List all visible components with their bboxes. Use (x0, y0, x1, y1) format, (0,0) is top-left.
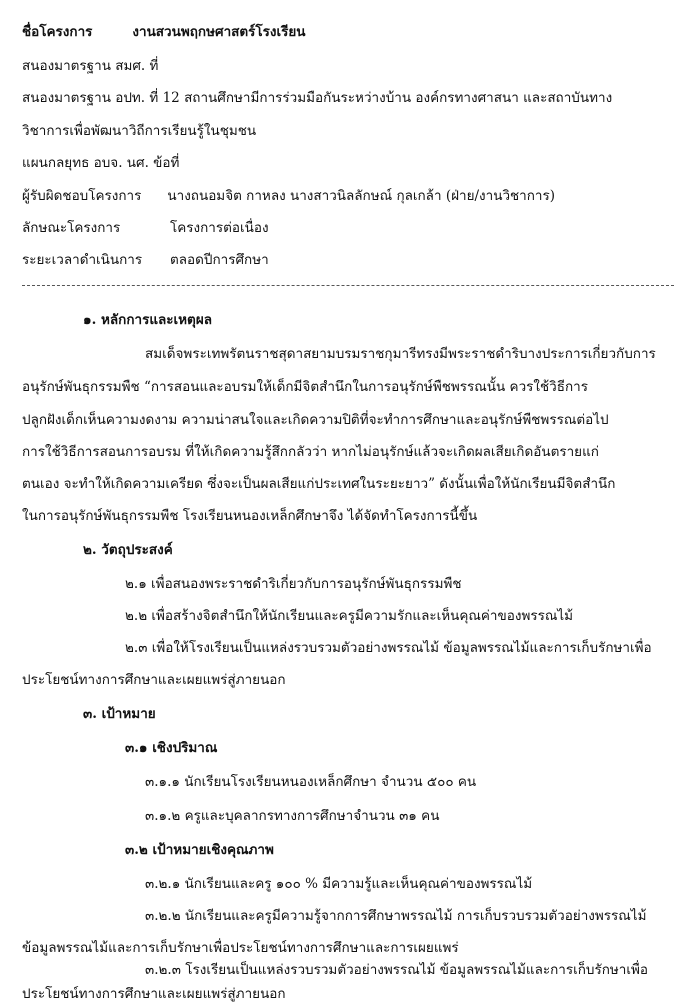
duration-value: ตลอดปีการศึกษา (170, 252, 269, 268)
standard-opt-row (22, 88, 612, 108)
quantity-item: ๓.๑.๒ ครูและบุคลากรทางการศึกษาจำนวน ๓๑ คน (145, 808, 440, 824)
standard-opt-label: สนองมาตรฐาน อปท. ที่ (22, 90, 159, 106)
section1-line: การใช้วิธีการสอนการอบรม ที่ให้เกิดความรู้สึกกลัวว่า หากไม่อนุรักษ์แล้วจะเกิดผลเสียเกิดอันตรายแก่ (22, 444, 599, 460)
section1-heading: ๑. หลักการและเหตุผล (83, 312, 213, 328)
section1-line: ปลูกฝังเด็กเห็นความงดงาม ความน่าสนใจและเกิดความปิติที่จะทำการศึกษาและอนุรักษ์พืชพรรณต่อไป (22, 412, 609, 428)
quality-item-cont: ข้อมูลพรรณไม้และการเก็บรักษาเพื่อประโยชน์ทางการศึกษาและการเผยแพร่ (22, 940, 459, 956)
duration-label: ระยะเวลาดำเนินการ (22, 252, 143, 268)
quality-item: ๓.๒.๒ นักเรียนและครูมีความรู้จากการศึกษาพรรณไม้ การเก็บรวบรวมตัวอย่างพรรณไม้ (145, 908, 647, 924)
objective-item-cont: ประโยชน์ทางการศึกษาและเผยแพร่สู่ภายนอก (22, 672, 286, 688)
objective-item: ๒.๓ เพื่อให้โรงเรียนเป็นแหล่งรวบรวมตัวอย่างพรรณไม้ ข้อมูลพรรณไม้และการเก็บรักษาเพื่อ (125, 640, 652, 656)
quality-item-cont: ประโยชน์ทางการศึกษาและเผยแพร่สู่ภายนอก (22, 986, 286, 1002)
project-name-value: งานสวนพฤกษศาสตร์โรงเรียน (132, 24, 306, 40)
section1-line: ในการอนุรักษ์พันธุกรรมพืช โรงเรียนหนองเหล็กศึกษาจึง ได้จัดทำโครงการนี้ขึ้น (22, 508, 478, 524)
section1-line: สมเด็จพระเทพรัตนราชสุดาสยามบรมราชกุมารีทรงมีพระราชดำริบางประการเกี่ยวกับการ (145, 346, 656, 362)
quality-heading: ๓.๒ เป้าหมายเชิงคุณภาพ (125, 842, 274, 858)
quantity-item: ๓.๑.๑ นักเรียนโรงเรียนหนองเหล็กศึกษา จำนวน ๕๐๐ คน (145, 774, 477, 790)
responsible-row (22, 186, 555, 206)
section3-heading: ๓. เป้าหมาย (83, 706, 156, 722)
section1-line: อนุรักษ์พันธุกรรมพืช “การสอนและอบรมให้เด็กมีจิตสำนึกในการอนุรักษ์พืชพรรณนั้น ควรใช้วิธีการ (22, 379, 588, 395)
duration-row (22, 250, 269, 270)
project-name-label: ชื่อโครงการ (22, 24, 93, 40)
type-row (22, 218, 269, 238)
quality-item: ๓.๒.๑ นักเรียนและครู ๑๐๐ % มีความรู้และเห็นคุณค่าของพรรณไม้ (145, 876, 533, 892)
quality-item: ๓.๒.๓ โรงเรียนเป็นแหล่งรวบรวมตัวอย่างพรรณไม้ ข้อมูลพรรณไม้และการเก็บรักษาเพื่อ (145, 962, 649, 978)
objective-item: ๒.๑ เพื่อสนองพระราชดำริเกี่ยวกับการอนุรักษ์พันธุกรรมพืช (125, 576, 462, 592)
objective-item: ๒.๒ เพื่อสร้างจิตสำนึกให้นักเรียนและครูมีความรักและเห็นคุณค่าของพรรณไม้ (125, 608, 574, 624)
responsible-value: นางถนอมจิต กาหลง นางสาวนิลลักษณ์ กุลเกล้า (ฝ่าย/งานวิชาการ) (167, 188, 556, 204)
type-label: ลักษณะโครงการ (22, 220, 121, 236)
standard-opt-number: 12 (162, 90, 180, 106)
responsible-label: ผู้รับผิดชอบโครงการ (22, 188, 142, 204)
standard-smk: สนองมาตรฐาน สมศ. ที่ (22, 58, 159, 74)
section-divider (22, 285, 674, 286)
strategy: แผนกลยุทธ อบจ. นศ. ข้อที่ (22, 155, 180, 171)
section1-line: ตนเอง จะทำให้เกิดความเครียด ซึ่งจะเป็นผลเสียแก่ประเทศในระยะยาว” ดังนั้นเพื่อให้นักเรียนมีจิตสำนึก (22, 476, 616, 492)
project-name-row (22, 22, 306, 42)
standard-opt-text-cont: วิชาการเพื่อพัฒนาวิถีการเรียนรู้ในชุมชน (22, 123, 257, 139)
section2-heading: ๒. วัตถุประสงค์ (83, 542, 173, 558)
standard-opt-text: สถานศึกษามีการร่วมมือกันระหว่างบ้าน องค์กรทางศาสนา และสถาบันทาง (184, 90, 613, 106)
type-value: โครงการต่อเนื่อง (170, 220, 269, 236)
quantity-heading: ๓.๑ เชิงปริมาณ (125, 740, 218, 756)
